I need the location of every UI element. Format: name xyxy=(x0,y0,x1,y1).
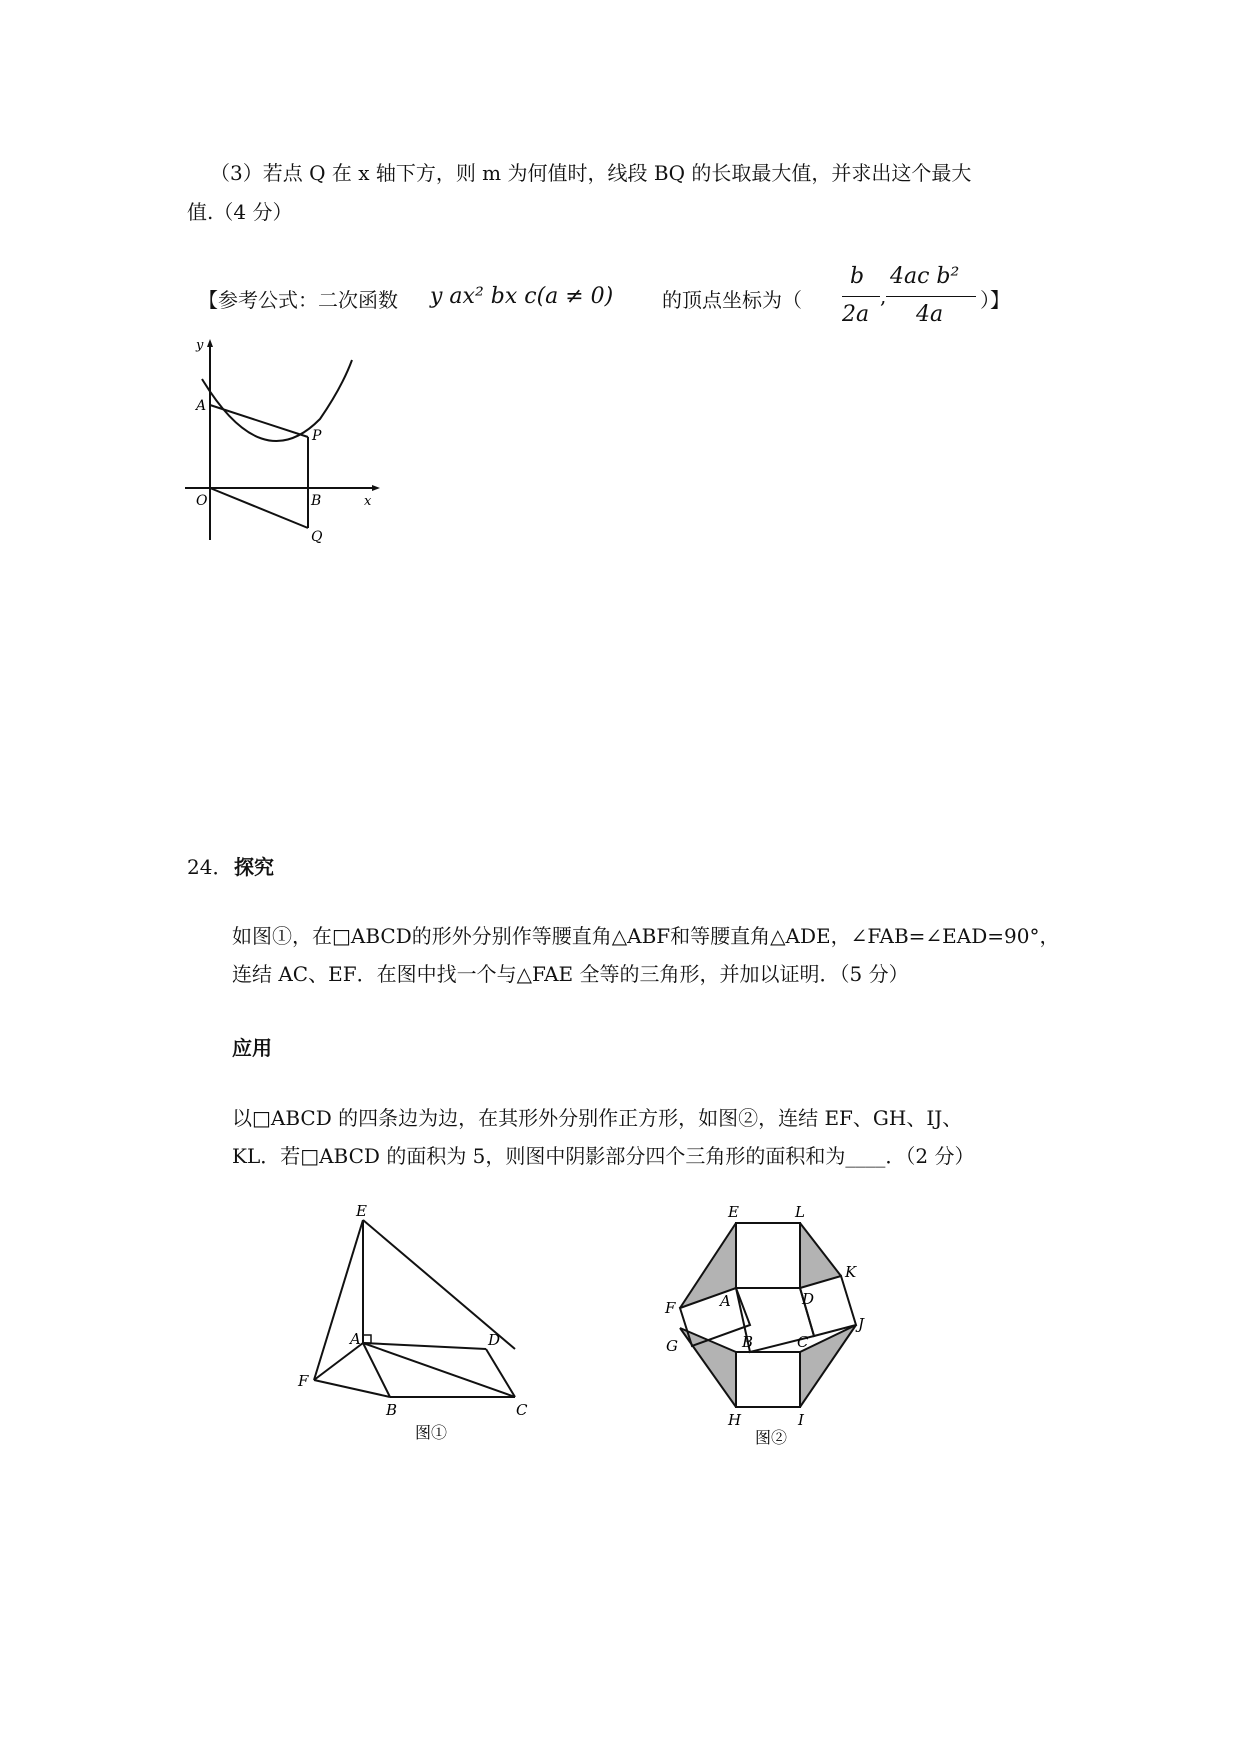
square-BC xyxy=(736,1352,800,1407)
fig2-label-K: K xyxy=(845,1263,857,1281)
formula-suffix: ）】 xyxy=(980,288,1010,312)
question-24-text4: KL．若□ABCD 的面积为 5，则图中阴影部分四个三角形的面积和为____．（2 分） xyxy=(232,1144,975,1168)
fig2-label-L: L xyxy=(795,1203,805,1221)
fig2-caption: 图② xyxy=(755,1428,788,1445)
frac1-denominator: 2a xyxy=(842,302,870,327)
fig1-label-F: F xyxy=(298,1372,309,1390)
figure-1 xyxy=(290,1200,550,1440)
square-AD-outer xyxy=(736,1223,800,1288)
label-A: A xyxy=(196,398,207,414)
segment-FB xyxy=(314,1380,390,1397)
fig2-label-H: H xyxy=(728,1411,742,1429)
question-24-text3: 以□ABCD 的四条边为边，在其形外分别作正方形，如图②，连结 EF、GH、IJ、 xyxy=(232,1106,963,1130)
fig2-label-I: I xyxy=(798,1411,804,1429)
formula-expression: y ax² bx c(a ≠ 0) xyxy=(430,284,614,309)
question-3-line2: 值.（4 分） xyxy=(187,200,293,224)
label-x: x xyxy=(364,494,372,509)
frac1-bar xyxy=(842,296,880,297)
x-axis-arrow xyxy=(372,485,380,491)
fig2-label-D: D xyxy=(802,1290,815,1308)
fig2-label-C: C xyxy=(797,1333,809,1351)
question-24-text2: 连结 AC、EF．在图中找一个与△FAE 全等的三角形，并加以证明．（5 分） xyxy=(232,962,909,986)
parabola-graph xyxy=(180,335,390,550)
label-B: B xyxy=(311,493,322,509)
question-24-text1: 如图①，在□ABCD的形外分别作等腰直角△ABF和等腰直角△ADE，∠FAB=∠EAD=90°， xyxy=(232,924,1060,948)
formula-middle: 的顶点坐标为（ xyxy=(662,288,802,312)
segment-AD xyxy=(363,1343,486,1349)
fig2-label-B: B xyxy=(742,1333,754,1351)
fig2-label-F: F xyxy=(665,1299,676,1317)
frac2-numerator: 4ac b² xyxy=(890,264,960,289)
segment-FA xyxy=(314,1343,363,1380)
formula-prefix: 【参考公式：二次函数 xyxy=(198,288,398,312)
frac2-bar xyxy=(886,296,976,297)
question-24-title: 探究 xyxy=(234,855,274,879)
fig1-label-E: E xyxy=(356,1202,367,1220)
segment-AP xyxy=(210,405,308,437)
fig1-caption: 图① xyxy=(415,1423,448,1440)
frac1-numerator: b xyxy=(850,264,865,289)
segment-DC xyxy=(486,1349,515,1397)
label-P: P xyxy=(312,428,322,444)
y-axis-arrow xyxy=(207,339,213,347)
figure-2 xyxy=(660,1195,890,1445)
segment-EF xyxy=(314,1220,363,1380)
right-angle-mark xyxy=(363,1335,371,1343)
fig1-label-B: B xyxy=(386,1401,398,1419)
fig1-label-C: C xyxy=(516,1401,528,1419)
label-Q: Q xyxy=(311,529,323,545)
label-O: O xyxy=(196,493,208,509)
label-y: y xyxy=(196,338,204,353)
question-3-line1: （3）若点 Q 在 x 轴下方，则 m 为何值时，线段 BQ 的长取最大值，并求出这个最大 xyxy=(210,161,972,185)
segment-OQ xyxy=(210,488,308,528)
fig2-label-E: E xyxy=(728,1203,739,1221)
frac-comma: , xyxy=(880,284,887,308)
fig2-label-A: A xyxy=(720,1292,731,1310)
question-24-application-title: 应用 xyxy=(232,1036,272,1060)
frac2-denominator: 4a xyxy=(916,302,944,327)
parabola-curve xyxy=(202,360,352,441)
fig1-label-D: D xyxy=(488,1331,501,1349)
fig1-label-A: A xyxy=(350,1330,361,1348)
question-24-number: 24． xyxy=(187,855,233,879)
segment-ED xyxy=(363,1220,515,1349)
fig2-label-G: G xyxy=(666,1337,678,1355)
fig2-label-J: J xyxy=(858,1315,865,1333)
